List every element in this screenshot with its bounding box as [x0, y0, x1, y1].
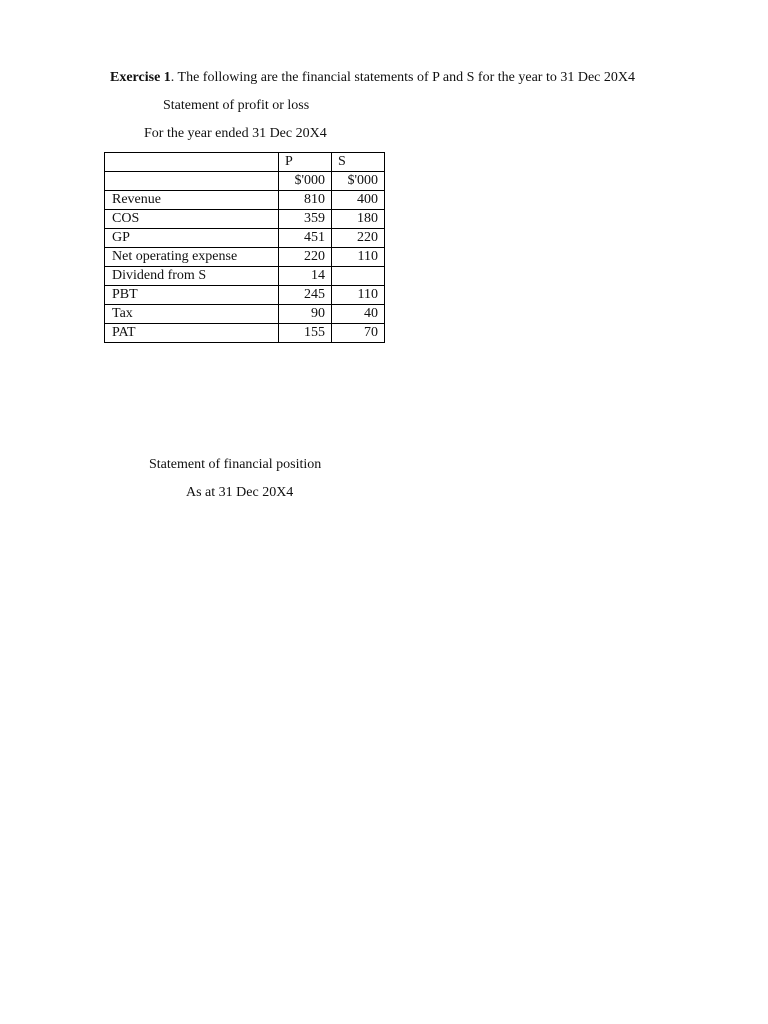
s-value	[332, 267, 385, 286]
table-row	[105, 210, 385, 229]
s-value: 400	[332, 191, 385, 210]
s-value: 110	[332, 286, 385, 305]
s-value: 220	[332, 229, 385, 248]
units-blank-cell	[105, 172, 279, 191]
row-label: Dividend from S	[105, 267, 279, 286]
column-header-row	[105, 153, 385, 172]
table-row	[105, 191, 385, 210]
p-value: 90	[279, 305, 332, 324]
row-label: Net operating expense	[105, 248, 279, 267]
table-row	[105, 229, 385, 248]
p-value: 155	[279, 324, 332, 343]
unit-s: $'000	[332, 172, 385, 191]
s-value: 70	[332, 324, 385, 343]
row-label: COS	[105, 210, 279, 229]
column-header-p: P	[279, 153, 332, 172]
row-label: PBT	[105, 286, 279, 305]
p-value: 220	[279, 248, 332, 267]
s-value: 110	[332, 248, 385, 267]
p-value: 810	[279, 191, 332, 210]
row-label: GP	[105, 229, 279, 248]
p-value: 451	[279, 229, 332, 248]
table-row	[105, 324, 385, 343]
profit-loss-title: Statement of profit or loss	[163, 98, 310, 113]
table-row	[105, 248, 385, 267]
table-row	[105, 305, 385, 324]
row-label: PAT	[105, 324, 279, 343]
exercise-heading	[110, 70, 635, 86]
unit-p: $'000	[279, 172, 332, 191]
column-header-s: S	[332, 153, 385, 172]
profit-loss-period: For the year ended 31 Dec 20X4	[144, 126, 327, 141]
financial-position-date: As at 31 Dec 20X4	[186, 485, 294, 500]
units-row	[105, 172, 385, 191]
p-value: 245	[279, 286, 332, 305]
row-label: Revenue	[105, 191, 279, 210]
s-value: 180	[332, 210, 385, 229]
exercise-label: Exercise 1	[110, 70, 171, 85]
row-label: Tax	[105, 305, 279, 324]
header-blank-cell	[105, 153, 279, 172]
s-value: 40	[332, 305, 385, 324]
financial-position-title: Statement of financial position	[149, 457, 322, 472]
table-row	[105, 267, 385, 286]
p-value: 14	[279, 267, 332, 286]
exercise-text: . The following are the financial statements of P and S for the year to 31 Dec 20X4	[170, 70, 635, 85]
table-row	[105, 286, 385, 305]
profit-loss-table	[104, 152, 385, 343]
p-value: 359	[279, 210, 332, 229]
